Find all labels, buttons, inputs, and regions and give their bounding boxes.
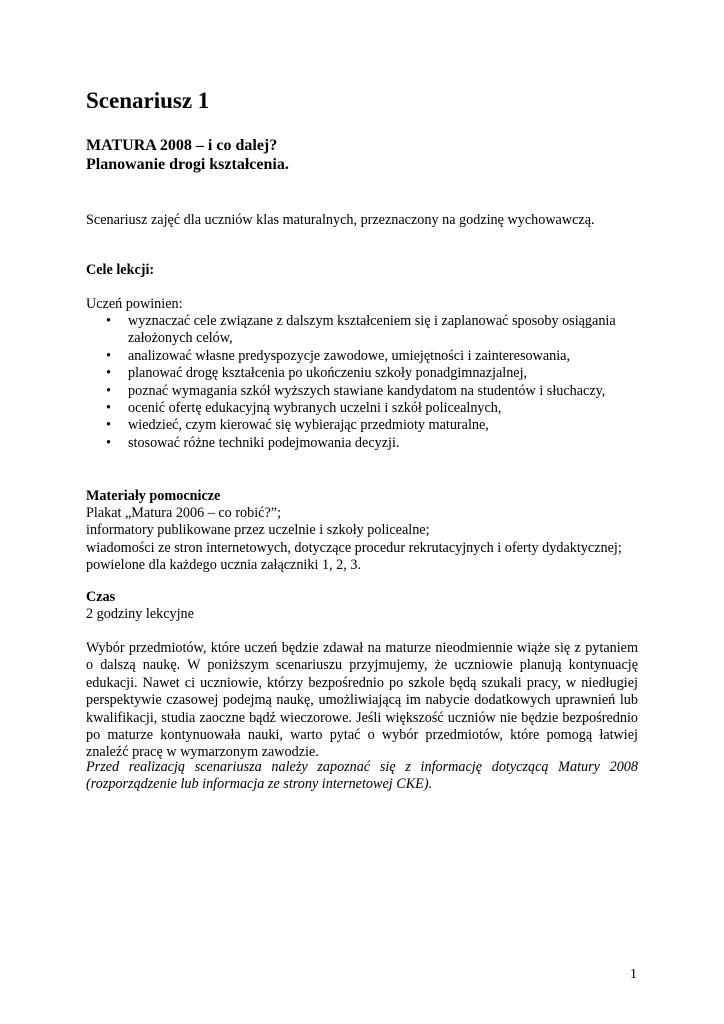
goals-heading: Cele lekcji: — [86, 262, 155, 278]
list-item: • wiedzieć, czym kierować się wybierając przedmioty maturalne, — [86, 417, 642, 434]
list-item: • wyznaczać cele związane z dalszym kształceniem się i zaplanować sposoby osiągania założonych celów, — [86, 313, 642, 348]
goals-list — [86, 313, 642, 452]
materials-line: wiadomości ze stron internetowych, dotyczące procedur rekrutacyjnych i oferty dydaktycznej; — [86, 539, 622, 556]
body-paragraph: Wybór przedmiotów, które uczeń będzie zdawał na maturze nieodmiennie wiąże się z pytaniem o dalszą naukę. W poniższym scenariuszu przyjmujemy, że uczniowie planują kontynuację edukacji. Nawet ci uczniowie, którzy bezpośrednio po szkole będą szukali pracy, w niedługiej perspektywie czasowej podejmą naukę, umożliwiającą im nabycie dodatkowych uprawnień lub kwalifikacji, studia zaoczne bądź wieczorowe. Jeśli większość uczniów nie będzie bezpośrednio po maturze kontynuowała nauki, warto pytać o wybór przedmiotów, które pomogą łatwiej znaleźć pracę w wymarzonym zawodzie. — [86, 640, 638, 761]
materials-heading: Materiały pomocnicze — [86, 488, 221, 504]
list-item: • ocenić ofertę edukacyjną wybranych uczelni i szkół policealnych, — [86, 400, 642, 417]
materials-line: Plakat „Matura 2006 – co robić?”; — [86, 505, 282, 521]
intro-paragraph: Scenariusz zajęć dla uczniów klas maturalnych, przeznaczony na godzinę wychowawczą. — [86, 212, 595, 228]
subtitle-line-1: MATURA 2008 – i co dalej? — [86, 137, 278, 154]
list-item: • planować drogę kształcenia po ukończeniu szkoły ponadgimnazjalnej, — [86, 365, 642, 382]
goals-lead: Uczeń powinien: — [86, 296, 183, 312]
list-item: • analizować własne predyspozycje zawodowe, umiejętności i zainteresowania, — [86, 348, 642, 365]
page-number: 1 — [630, 967, 637, 982]
materials-line: informatory publikowane przez uczelnie i szkoły policealne; — [86, 522, 430, 539]
time-heading: Czas — [86, 589, 116, 605]
materials-line: powielone dla każdego ucznia załączniki 1, 2, 3. — [86, 557, 361, 574]
list-item: • stosować różne techniki podejmowania decyzji. — [86, 435, 642, 452]
document-subtitle — [86, 136, 289, 174]
note-paragraph: Przed realizacją scenariusza należy zapoznać się z informację dotyczącą Matury 2008 (rozporządzenie lub informacja ze strony internetowej CKE). — [86, 759, 638, 793]
list-item: • poznać wymagania szkół wyższych stawiane kandydatom na studentów i słuchaczy, — [86, 383, 642, 400]
materials-list — [86, 505, 642, 575]
subtitle-line-2: Planowanie drogi kształcenia. — [86, 156, 289, 173]
document-title: Scenariusz 1 — [86, 88, 210, 113]
time-value: 2 godziny lekcyjne — [86, 606, 194, 622]
